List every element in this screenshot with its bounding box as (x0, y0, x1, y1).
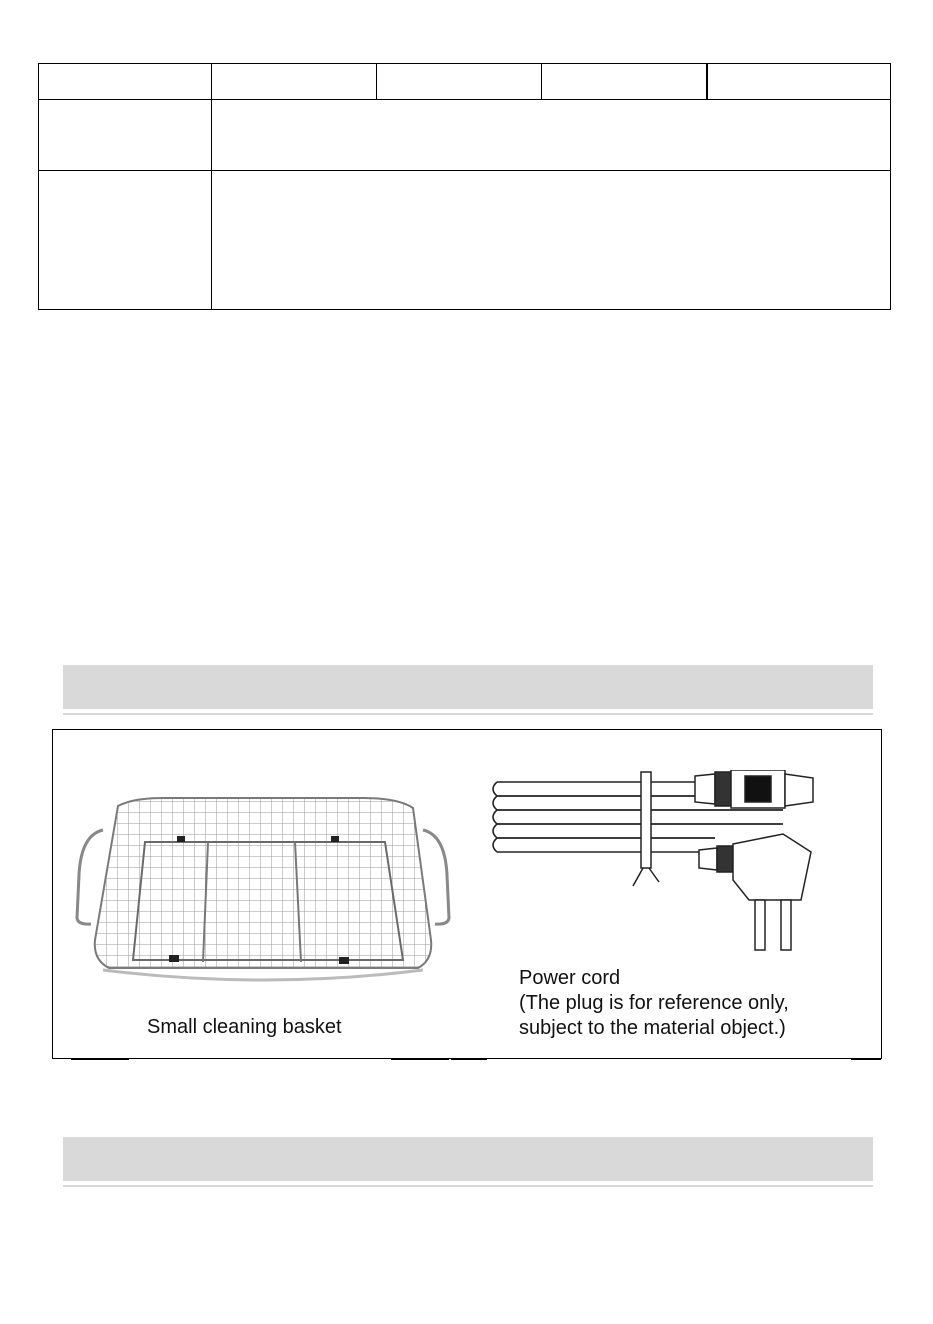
spec-row-2 (39, 100, 890, 171)
spec-table (38, 63, 891, 310)
spec-header-cell-1 (212, 64, 377, 99)
accessories-section-title (63, 665, 873, 687)
frame-tick (451, 1058, 487, 1060)
spec-header-cell-0 (39, 64, 212, 99)
wire-basket-icon (73, 790, 453, 1010)
spec-header-cell-2 (377, 64, 542, 99)
spec-header-cell-4 (708, 64, 890, 99)
accessories-panel (52, 729, 882, 1059)
spec-row-3-label (39, 171, 212, 309)
cord-caption-note-1: (The plug is for reference only, (519, 992, 789, 1014)
frame-tick (391, 1058, 449, 1060)
spec-row-2-value (212, 100, 890, 170)
spec-header-row (39, 64, 890, 100)
spec-row-3 (39, 171, 890, 309)
frame-tick (71, 1058, 129, 1060)
power-cord-item (483, 770, 873, 1050)
cleaning-basket-item (73, 790, 453, 1050)
cord-caption (519, 966, 789, 1041)
next-section-title (63, 1137, 873, 1159)
cord-caption-title: Power cord (519, 967, 621, 989)
basket-caption: Small cleaning basket (147, 1016, 342, 1038)
power-cord-icon (483, 770, 873, 960)
spec-row-3-value (212, 171, 890, 309)
next-section-heading (63, 1137, 873, 1181)
frame-tick (851, 1058, 881, 1060)
spec-header-cell-3 (542, 64, 708, 99)
accessories-section-heading (63, 665, 873, 709)
spec-row-2-label (39, 100, 212, 170)
cord-caption-note-2: subject to the material object.) (519, 1017, 786, 1039)
